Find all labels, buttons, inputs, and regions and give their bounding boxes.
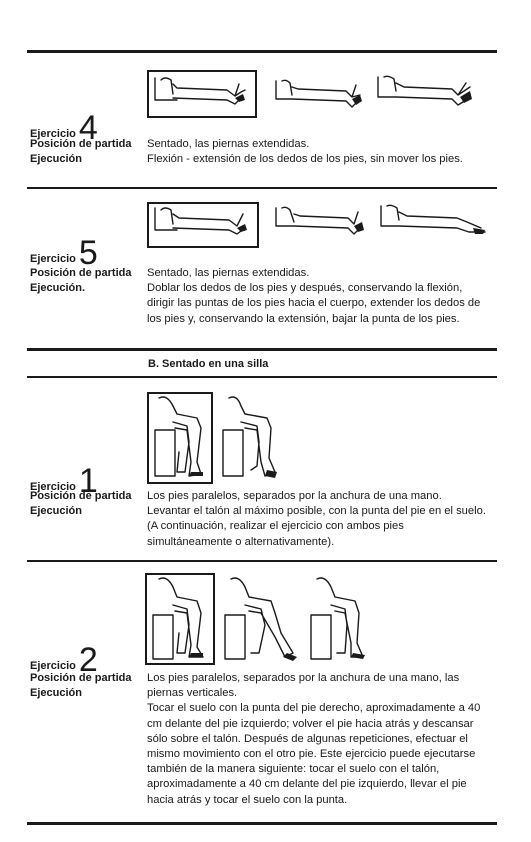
top-rule: [27, 50, 497, 53]
section-subheading: B. Sentado en una silla: [148, 358, 269, 370]
exercise-4-labels: [30, 137, 160, 167]
execution-label: Ejecución: [30, 687, 82, 699]
seated-chair-legs-vertical-figure: [145, 573, 215, 665]
execution-label: Ejecución: [30, 505, 82, 517]
exercise-number: 5: [78, 234, 98, 272]
exercise-number: 4: [78, 109, 98, 147]
seated-legs-feet-dorsiflexed-figure: [272, 204, 372, 246]
starting-position-label: Posición de partida: [30, 672, 132, 684]
starting-position-label: Posición de partida: [30, 490, 132, 502]
exercise-2-text: [147, 671, 487, 808]
exercise-heading-label: Ejercicio: [30, 128, 76, 140]
exercise-heading-label: Ejercicio: [30, 253, 76, 265]
exercise-1-text: [147, 489, 487, 550]
starting-position-text: Sentado, las piernas extendidas.: [147, 138, 310, 150]
seated-chair-feet-flat-figure: [147, 392, 213, 484]
exercise-1-labels: [30, 489, 160, 519]
seated-chair-heel-raised-figure: [217, 392, 289, 484]
seated-chair-heel-back-figure: [305, 573, 379, 665]
exercise-number: 2: [78, 641, 98, 679]
exercise-heading-label: Ejercicio: [30, 481, 76, 493]
bottom-rule: [27, 822, 497, 825]
execution-text: Doblar los dedos de los pies y después, conservando la flexión, dirigir las puntas de los pies hacia el cuerpo, extender los dedos de los pies y, conservando la extensión, bajar la punta de los pies.: [147, 282, 481, 325]
seated-legs-toes-flexed-figure: [272, 77, 372, 117]
starting-position-text: Sentado, las piernas extendidas.: [147, 267, 310, 279]
execution-text: Flexión - extensión de los dedos de los pies, sin mover los pies.: [147, 153, 463, 166]
execution-label: Ejecución.: [30, 282, 86, 294]
divider-rule: [27, 348, 497, 351]
starting-position-label: Posición de partida: [30, 267, 132, 279]
exercise-5-labels: [30, 266, 160, 296]
seated-chair-toe-forward-figure: [219, 573, 301, 665]
execution-text: Tocar el suelo con la punta del pie derecho, aproximadamente a 40 cm delante del pie izquierdo; volver el pie hacia atrás y descansar sólo sobre el talón. Después de algunas repeticiones, efectuar el mismo movimiento con el otro pie. Este ejercicio puede ejecutarse también de la manera siguiente: tocar el suelo con el talón, aproximadamente a 40 cm delante del pie izquierdo, llevar el pie hacia atrás y tocar el suelo con la punta.: [147, 702, 481, 806]
execution-text: Levantar el talón al máximo posible, con la punta del pie en el suelo. (A continuación, realizar el ejercicio con ambos pies simultáneamente o alternativamente).: [147, 505, 486, 548]
exercise-2-section: [27, 565, 497, 820]
exercise-5-text: [147, 266, 487, 327]
execution-label: Ejecución: [30, 153, 82, 165]
divider-rule: [27, 376, 497, 378]
exercise-5-heading: [30, 234, 98, 272]
exercise-4-text: [147, 137, 487, 167]
exercise-5-section: [27, 192, 497, 348]
seated-legs-extended-figure: [147, 202, 259, 248]
exercise-1-section: [27, 380, 497, 560]
exercise-number: 1: [78, 462, 98, 500]
exercise-2-labels: [30, 671, 160, 701]
starting-position-text: Los pies paralelos, separados por la anchura de una mano.: [147, 490, 442, 502]
divider-rule: [27, 187, 497, 189]
seated-legs-extended-figure: [147, 70, 257, 118]
exercise-heading-label: Ejercicio: [30, 660, 76, 672]
starting-position-text: Los pies paralelos, separados por la anchura de una mano, las piernas verticales.: [147, 672, 460, 700]
seated-legs-feet-pointed-figure: [377, 202, 489, 246]
starting-position-label: Posición de partida: [30, 138, 132, 150]
seated-legs-toes-extended-figure: [374, 73, 479, 117]
divider-rule: [27, 560, 497, 562]
exercise-4-section: [27, 55, 497, 185]
